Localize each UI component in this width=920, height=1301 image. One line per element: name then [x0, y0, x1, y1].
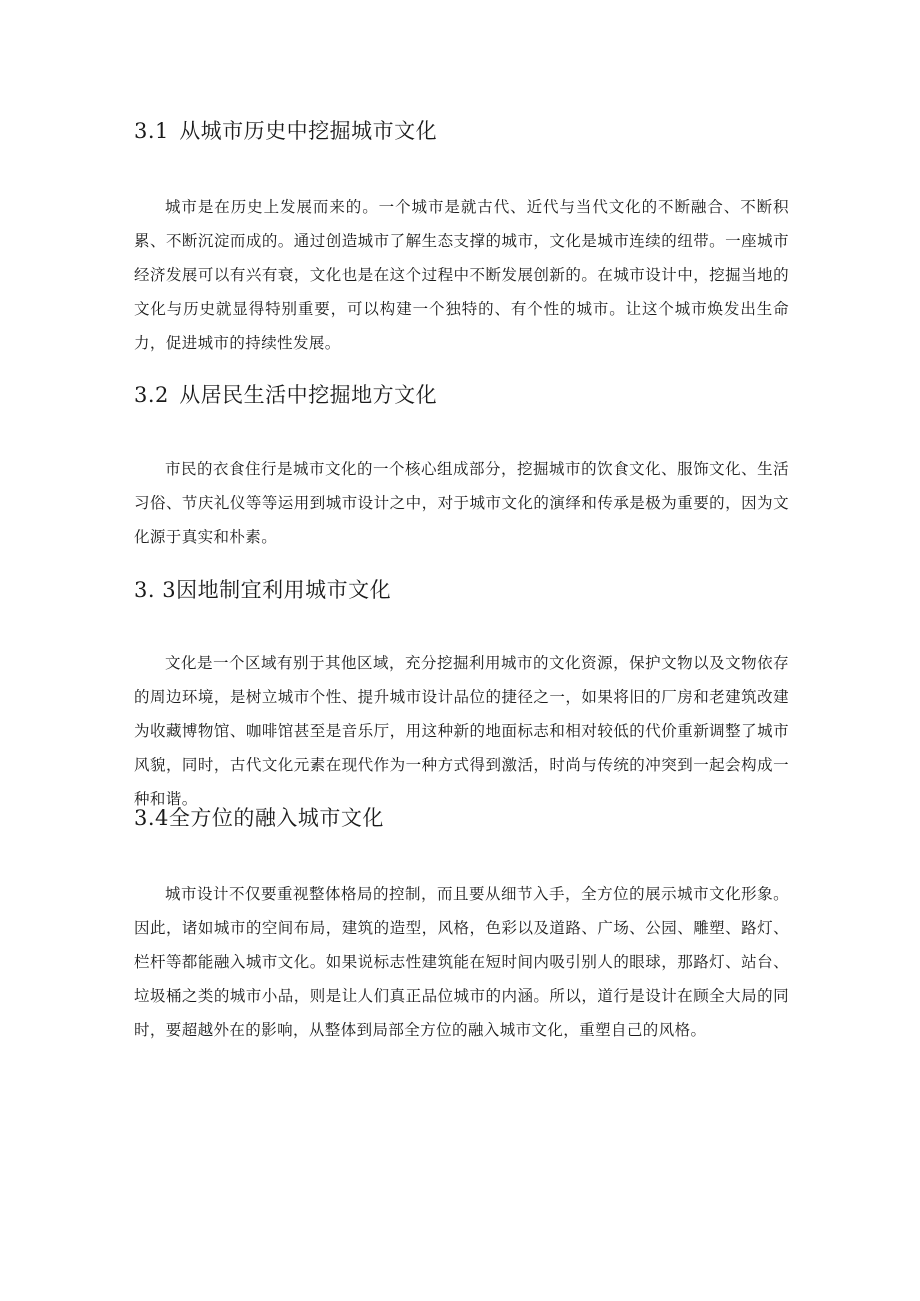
section-heading [134, 803, 789, 833]
section-title: 全方位的融入城市文化 [168, 806, 384, 830]
section-number: 3. 3 [134, 578, 177, 602]
section-title: 从城市历史中挖掘城市文化 [179, 119, 438, 143]
section-paragraph: 市民的衣食住行是城市文化的一个核心组成部分，挖掘城市的饮食文化、服饰文化、生活习俗、节庆礼仪等等运用到城市设计之中，对于城市文化的演绎和传承是极为重要的，因为文化源于真实和朴素。 [134, 460, 789, 546]
section-title: 因地制宜利用城市文化 [176, 578, 392, 602]
section-number: 3.1 [134, 119, 169, 143]
section-paragraph: 城市设计不仅要重视整体格局的控制，而且要从细节入手，全方位的展示城市文化形象。因此，诸如城市的空间布局，建筑的造型，风格，色彩以及道路、广场、公园、雕塑、路灯、栏杆等都能融入城市文化。如果说标志性建筑能在短时间内吸引别人的眼球，那路灯、站台、垃圾桶之类的城市小品，则是让人们真正品位城市的内涵。所以，道行是设计在顾全大局的同时，要超越外在的影响，从整体到局部全方位的融入城市文化，重塑自己的风格。 [134, 885, 789, 1039]
section-3-3 [134, 575, 789, 816]
section-paragraph: 文化是一个区域有别于其他区域，充分挖掘利用城市的文化资源，保护文物以及文物依存的周边环境，是树立城市个性、提升城市设计品位的捷径之一，如果将旧的厂房和老建筑改建为收藏博物馆、咖啡馆甚至是音乐厅，用这种新的地面标志和相对较低的代价重新调整了城市风貌，同时，古代文化元素在现代作为一种方式得到激活，时尚与传统的冲突到一起会构成一种和谐。 [134, 654, 789, 808]
section-3-1 [134, 116, 789, 360]
section-3-4 [134, 803, 789, 1047]
section-heading [134, 575, 789, 605]
section-number: 3.2 [134, 383, 169, 407]
section-heading [134, 380, 789, 410]
section-title: 从居民生活中挖掘地方文化 [179, 383, 438, 407]
section-paragraph: 城市是在历史上发展而来的。一个城市是就古代、近代与当代文化的不断融合、不断积累、不断沉淀而成的。通过创造城市了解生态支撑的城市，文化是城市连续的纽带。一座城市经济发展可以有兴有衰，文化也是在这个过程中不断发展创新的。在城市设计中，挖掘当地的文化与历史就显得特别重要，可以构建一个独特的、有个性的城市。让这个城市焕发出生命力，促进城市的持续性发展。 [134, 198, 789, 352]
section-heading [134, 116, 789, 146]
section-3-2 [134, 380, 789, 554]
section-number: 3.4 [134, 806, 169, 830]
